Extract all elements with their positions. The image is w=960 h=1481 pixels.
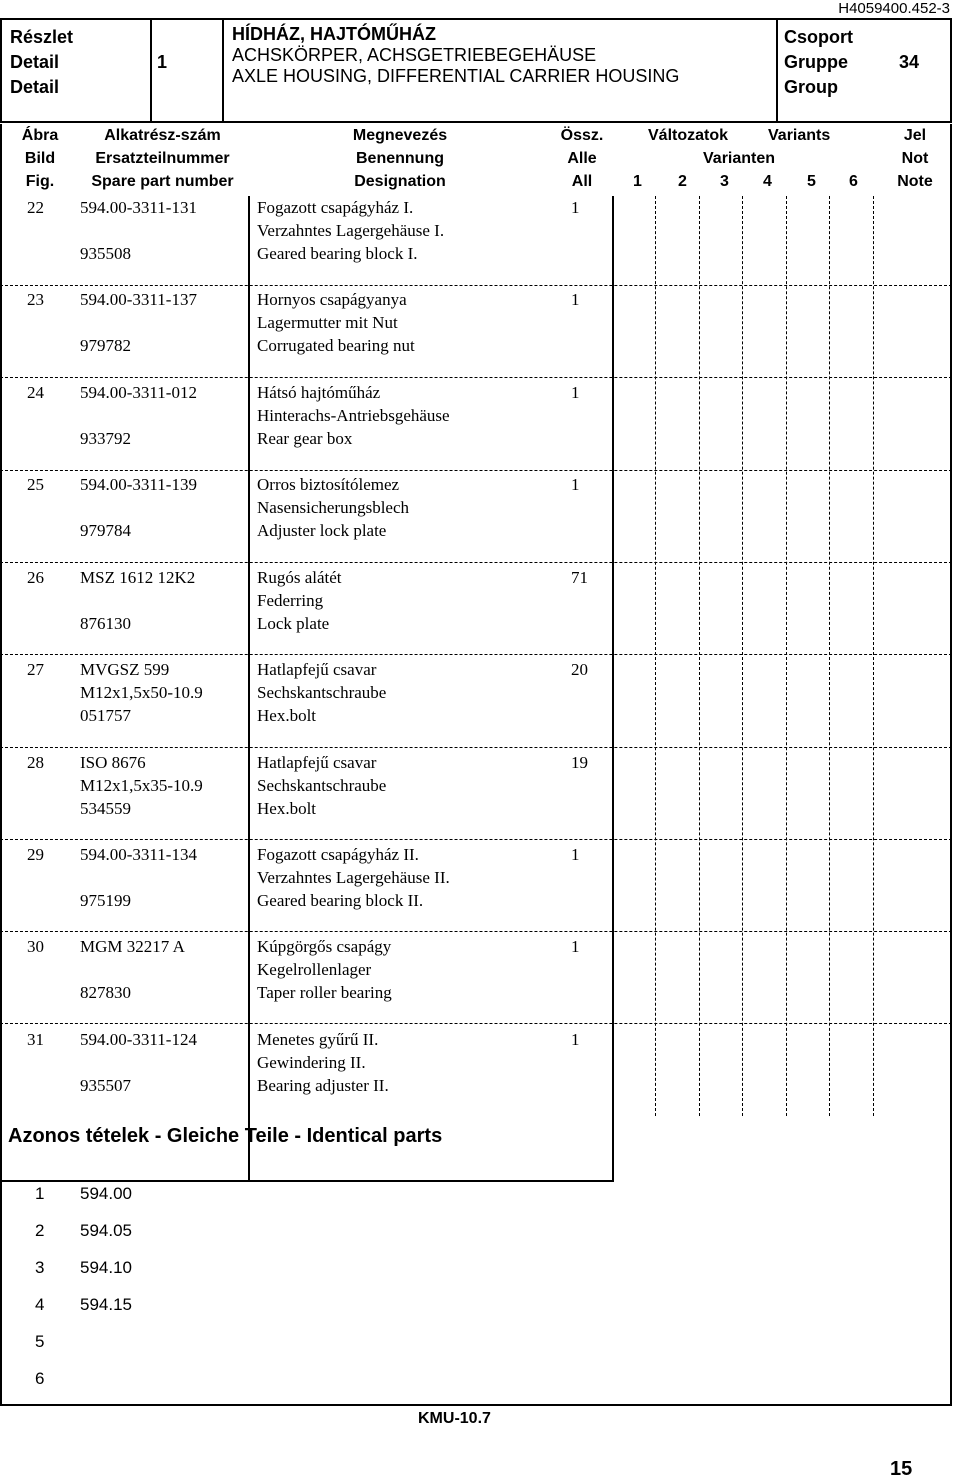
column-header-quantity: Össz. Alle All (560, 127, 604, 190)
designation: Hatlapfejű csavar Sechskantschraube Hex.bolt (257, 660, 387, 725)
column-header-designation: Megnevezés Benennung Designation (352, 127, 448, 190)
header-divider (776, 20, 778, 121)
section-title: HÍDHÁZ, HAJTÓMŰHÁZ ACHSKÖRPER, ACHSGETRIEBEGEHÄUSE AXLE HOUSING, DIFFERENTIAL CARRIER HOUSING (232, 24, 680, 86)
row-separator (0, 470, 952, 471)
part-number: MSZ 1612 12K2 876130 (80, 568, 196, 633)
designation: Hornyos csapágyanya Lagermutter mit Nut Corrugated bearing nut (257, 290, 415, 355)
row-separator (0, 1023, 952, 1024)
part-number: 594.00-3311-134 975199 (80, 845, 197, 910)
column-header-variants-en: Variants (768, 127, 831, 144)
variant-number: 5 (807, 173, 816, 190)
header-box (0, 18, 952, 123)
quantity: 1 (571, 198, 580, 217)
group-label: Csoport Gruppe Group (784, 27, 853, 97)
figure-number: 31 (27, 1030, 44, 1049)
footer-code: KMU-10.7 (418, 1410, 491, 1427)
page-number: 15 (890, 1458, 913, 1480)
quantity: 1 (571, 1030, 580, 1049)
designation: Rugós alátét Federring Lock plate (257, 568, 342, 633)
row-separator (0, 377, 952, 378)
quantity: 20 (571, 660, 588, 679)
variant-column-divider (699, 196, 700, 1116)
variant-number: 3 (720, 173, 729, 190)
designation: Hátsó hajtóműház Hinterachs-Antriebsgehäuse Rear gear box (257, 383, 450, 448)
variant-number: 2 (678, 173, 687, 190)
figure-number: 25 (27, 475, 44, 494)
table-border-left (0, 124, 2, 1406)
identical-box-border (0, 1180, 614, 1182)
group-number: 34 (899, 52, 920, 72)
row-separator (0, 285, 952, 286)
figure-number: 27 (27, 660, 44, 679)
designation: Fogazott csapágyház II. Verzahntes Lagergehäuse II. Geared bearing block II. (257, 845, 450, 910)
variant-column-divider (786, 196, 787, 1116)
row-separator (0, 562, 952, 563)
quantity: 1 (571, 845, 580, 864)
table-border-bottom (0, 1404, 952, 1406)
identical-parts-title: Azonos tételek - Gleiche Teile - Identical parts (8, 1125, 443, 1147)
identical-box-border (612, 1115, 614, 1181)
variants-column-divider (612, 196, 614, 1181)
column-header-part-number: Alkatrész-szám Ersatzteilnummer Spare part number (91, 127, 234, 190)
variant-column-divider (873, 196, 874, 1116)
detail-label: Részlet Detail Detail (10, 27, 74, 97)
figure-number: 28 (27, 753, 44, 772)
figure-number: 30 (27, 937, 44, 956)
designation: Hatlapfejű csavar Sechskantschraube Hex.bolt (257, 753, 387, 818)
designation: Fogazott csapágyház I. Verzahntes Lagergehäuse I. Geared bearing block I. (257, 198, 445, 263)
quantity: 19 (571, 753, 588, 772)
column-header-note: Jel Not Note (897, 127, 933, 190)
variant-column-divider (829, 196, 830, 1116)
quantity: 1 (571, 383, 580, 402)
header-divider (222, 20, 224, 121)
variant-column-divider (742, 196, 743, 1116)
detail-number: 1 (157, 52, 168, 72)
quantity: 1 (571, 475, 580, 494)
variant-number: 4 (763, 173, 772, 190)
row-separator (0, 931, 952, 932)
part-number: MVGSZ 599 M12x1,5x50-10.9 051757 (80, 660, 203, 725)
part-number: ISO 8676 M12x1,5x35-10.9 534559 (80, 753, 203, 818)
variant-number: 1 (633, 173, 642, 190)
part-number: 594.00-3311-131 935508 (80, 198, 197, 263)
figure-number: 22 (27, 198, 44, 217)
column-header-variants-de: Varianten (703, 150, 776, 167)
row-separator (0, 654, 952, 655)
designation: Menetes gyűrű II. Gewindering II. Bearing adjuster II. (257, 1030, 389, 1095)
part-number: 594.00-3311-012 933792 (80, 383, 197, 448)
figure-number: 29 (27, 845, 44, 864)
table-border-right (950, 124, 952, 1406)
figure-number: 24 (27, 383, 44, 402)
part-number: 594.00-3311-124 935507 (80, 1030, 197, 1095)
quantity: 71 (571, 568, 588, 587)
quantity: 1 (571, 290, 580, 309)
column-header-fig: Ábra Bild Fig. (21, 127, 59, 190)
variant-number: 6 (849, 173, 858, 190)
figure-number: 23 (27, 290, 44, 309)
designation: Orros biztosítólemez Nasensicherungsblech Adjuster lock plate (257, 475, 410, 540)
row-separator (0, 747, 952, 748)
header-divider (150, 20, 152, 121)
variant-column-divider (655, 196, 656, 1116)
column-header-variants-hu: Változatok (648, 127, 729, 144)
row-separator (0, 839, 952, 840)
part-number: MGM 32217 A 827830 (80, 937, 185, 1002)
part-number: 594.00-3311-139 979784 (80, 475, 197, 540)
quantity: 1 (571, 937, 580, 956)
part-number: 594.00-3311-137 979782 (80, 290, 197, 355)
designation: Kúpgörgős csapágy Kegelrollenlager Taper roller bearing (257, 937, 392, 1002)
document-code: H4059400.452-3 (838, 0, 950, 17)
figure-number: 26 (27, 568, 44, 587)
designation-column-divider (248, 196, 250, 1181)
